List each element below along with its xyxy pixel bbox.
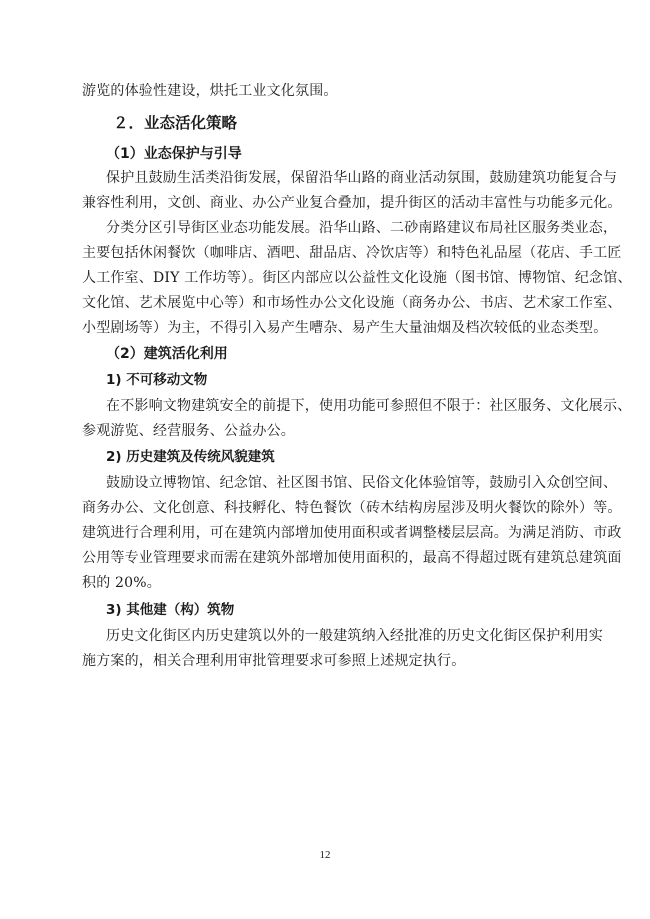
paragraph-line: 人工作室、DIY 工作坊等）。街区内部应以公益性文化设施（图书馆、博物馆、纪念馆、 — [82, 270, 632, 286]
paragraph-line: 兼容性利用，文创、商业、办公产业复合叠加，提升街区的活动丰富性与功能多元化。 — [82, 195, 622, 211]
paragraph-line: 游览的体验性建设，烘托工业文化氛围。 — [82, 83, 338, 99]
paragraph-line: 施方案的，相关合理利用审批管理要求可参照上述规定执行。 — [82, 653, 466, 669]
paragraph-line: 鼓励设立博物馆、纪念馆、社区图书馆、民俗文化体验馆等，鼓励引入众创空间、 — [106, 475, 618, 491]
paragraph-line: 保护且鼓励生活类沿街发展，保留沿华山路的商业活动氛围，鼓励建筑功能复合与 — [106, 170, 618, 186]
paragraph-line: 文化馆、艺术展览中心等）和市场性办公文化设施（商务办公、书店、艺术家工作室、 — [82, 295, 622, 311]
paragraph-line: 参观游览、经营服务、公益办公。 — [82, 423, 295, 439]
paragraph-line: 小型剧场等）为主，不得引入易产生嘈杂、易产生大量油烟及档次较低的业态类型。 — [82, 320, 608, 336]
paragraph-line: 建筑进行合理利用，可在建筑内部增加使用面积或者调整楼层层高。为满足消防、市政 — [82, 525, 622, 541]
paragraph-line: 积的 20%。 — [82, 575, 161, 591]
section-heading-2: ２．业态活化策略 — [113, 114, 238, 132]
page-number: 12 — [319, 849, 331, 861]
subsection-heading-2: （2）建筑活化利用 — [106, 346, 228, 362]
item-heading-1: 1) 不可移动文物 — [106, 372, 208, 388]
paragraph-line: 在不影响文物建筑安全的前提下，使用功能可参照但不限于：社区服务、文化展示、 — [106, 398, 632, 414]
item-heading-2: 2) 历史建筑及传统风貌建筑 — [106, 449, 275, 465]
paragraph-line: 公用等专业管理要求而需在建筑外部增加使用面积的，最高不得超过既有建筑总建筑面 — [82, 550, 622, 566]
paragraph-line: 商务办公、文化创意、科技孵化、特色餐饮（砖木结构房屋涉及明火餐饮的除外）等。 — [82, 500, 622, 516]
paragraph-line: 主要包括休闲餐饮（咖啡店、酒吧、甜品店、冷饮店等）和特色礼品屋（花店、手工匠 — [82, 245, 622, 261]
item-heading-3: 3) 其他建（构）筑物 — [106, 602, 235, 618]
paragraph-line: 历史文化街区内历史建筑以外的一般建筑纳入经批准的历史文化街区保护利用实 — [106, 628, 603, 644]
paragraph-line: 分类分区引导街区业态功能发展。沿华山路、二砂南路建议布局社区服务类业态， — [106, 220, 618, 236]
subsection-heading-1: （1）业态保护与引导 — [106, 146, 242, 162]
